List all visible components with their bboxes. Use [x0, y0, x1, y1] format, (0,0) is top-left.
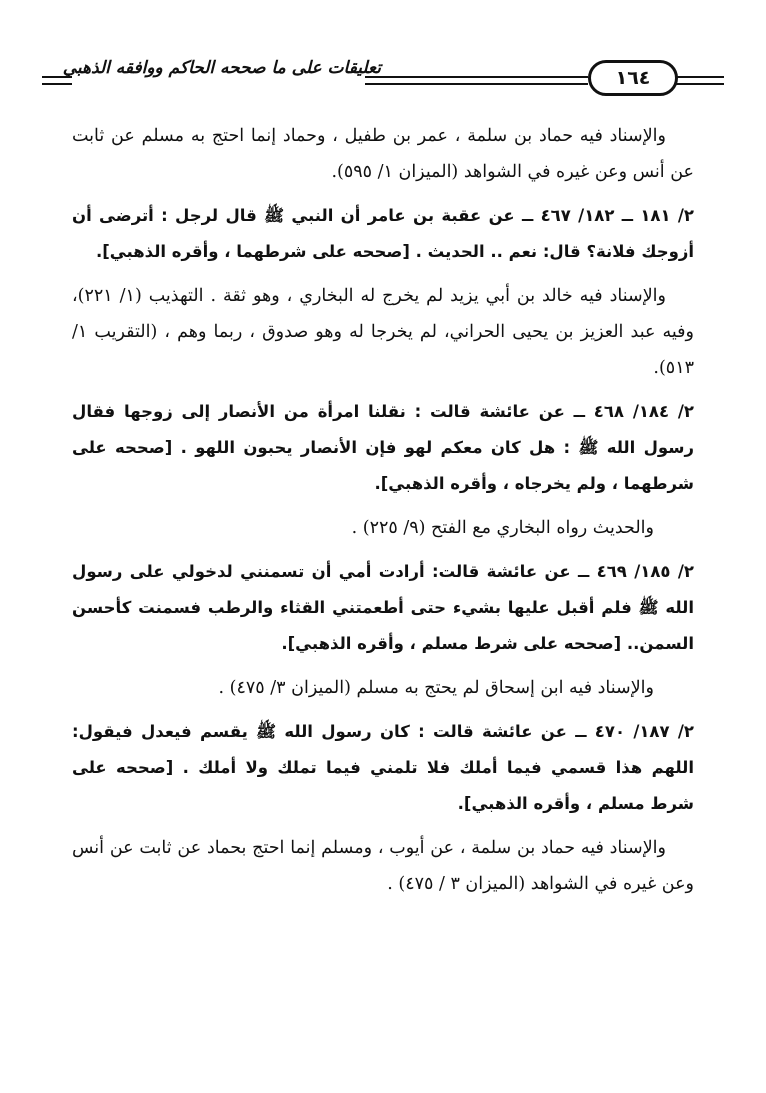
header-rule-right	[676, 76, 724, 85]
page-header	[40, 52, 726, 102]
hadith-entry: ٢/ ١٨٥/ ٤٦٩ ــ عن عائشة قالت: أرادت أمي أن تسمنني لدخولي على رسول الله ﷺ فلم أقبل عليها بشيء حتى أطعمتني القثاء والرطب فسمنت كأحسن السمن.. [صححه على شرط مسلم ، وأقره الذهبي].	[72, 562, 694, 653]
paragraph: والإسناد فيه حماد بن سلمة ، عمر بن طفيل ، وحماد إنما احتج به مسلم عن ثابت عن أنس وعن غيره في الشواهد (الميزان ١/ ٥٩٥).	[72, 126, 694, 182]
paragraph: والإسناد فيه حماد بن سلمة ، عن أيوب ، ومسلم إنما احتج بحماد عن ثابت عن أنس وعن غيره في الشواهد (الميزان ٣ / ٤٧٥) .	[72, 838, 694, 894]
header-rule-middle	[365, 76, 588, 85]
page-body	[72, 118, 694, 910]
page-number-badge	[588, 60, 678, 96]
running-title: تعليقات على ما صححه الحاكم ووافقه الذهبي	[62, 58, 381, 78]
hadith-entry: ٢/ ١٨٧/ ٤٧٠ ــ عن عائشة قالت : كان رسول الله ﷺ يقسم فيعدل فيقول: اللهم هذا قسمي فيما أملك فلا تلمني فيما تملك ولا أملك . [صححه على شرط مسلم ، وأقره الذهبي].	[72, 722, 694, 813]
hadith-entry: ٢/ ١٨٤/ ٤٦٨ ــ عن عائشة قالت : نقلنا امرأة من الأنصار إلى زوجها فقال رسول الله ﷺ : هل كان معكم لهو فإن الأنصار يحبون اللهو . [صححه على شرطهما ، ولم يخرجاه ، وأقره الذهبي].	[72, 402, 694, 493]
hadith-entry: ٢/ ١٨١ ــ ١٨٢/ ٤٦٧ ــ عن عقبة بن عامر أن النبي ﷺ قال لرجل : أترضى أن أزوجك فلانة؟ قال: نعم .. الحديث . [صححه على شرطهما ، وأقره الذهبي].	[72, 206, 694, 261]
paragraph: والإسناد فيه خالد بن أبي يزيد لم يخرج له البخاري ، وهو ثقة . التهذيب (١/ ٢٢١)، وفيه عبد العزيز بن يحيى الحراني، لم يخرجا له وهو صدوق ، ربما وهم ، (التقريب ١/ ٥١٣).	[72, 286, 694, 378]
paragraph: والحديث رواه البخاري مع الفتح (٩/ ٢٢٥) .	[351, 518, 654, 538]
page-number: ١٦٤	[615, 67, 651, 89]
paragraph: والإسناد فيه ابن إسحاق لم يحتج به مسلم (الميزان ٣/ ٤٧٥) .	[218, 678, 654, 698]
